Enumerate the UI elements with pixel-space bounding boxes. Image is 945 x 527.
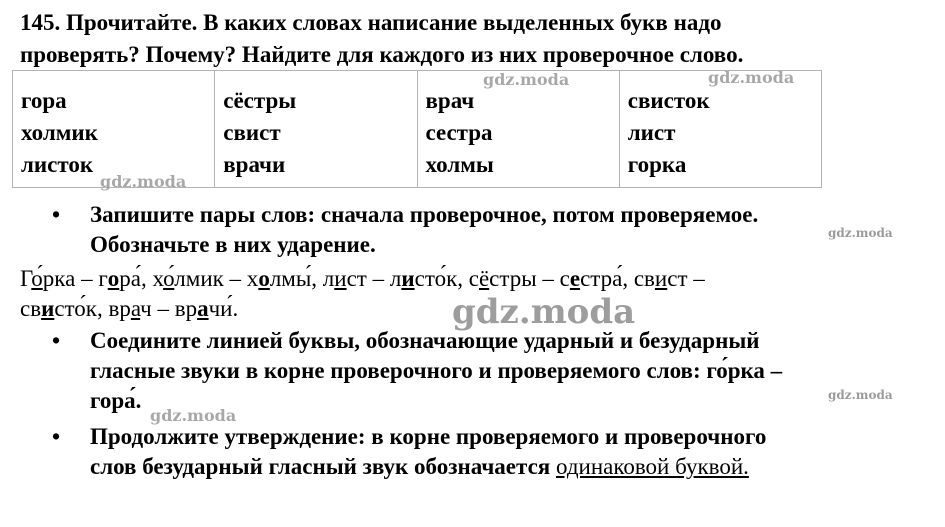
word-cell: свист [223,120,281,145]
word-cell: листок [21,152,94,177]
answer-text: Г [20,266,32,291]
answer-text: сто́к, вр [54,296,131,321]
checked-vowel: о [258,266,270,291]
stressed-vowel: и [654,266,668,291]
task-2-text: Соедините линией буквы, обозначающие ударный и безударный [90,328,760,353]
watermark: gdz.moda [452,292,636,332]
task-2-line-2: гласные звуки в корне проверочного и проверяемого слов: го́рка – [90,358,783,383]
word-table [12,70,822,188]
watermark: gdz.moda [483,70,570,89]
word-cell: врачи [223,152,286,177]
bullet-icon: • [52,202,61,227]
checked-vowel: о [107,266,120,291]
word-column-2 [215,71,417,188]
task-3-statement: слов безударный гласный звук обозначается [90,454,556,479]
answer-line-1 [20,264,705,294]
word-cell: сестра [425,120,493,145]
answer-text: ра́, х [119,266,164,291]
answer-text: рка – г [42,266,108,291]
answer-text: ст – [667,266,705,291]
answer-text: сто́к, с [414,266,479,291]
watermark: gdz.moda [828,226,893,240]
watermark: gdz.moda [708,68,795,87]
answer-line-2 [20,294,238,324]
answer-text: стры – с [489,266,570,291]
word-column-4 [619,71,821,188]
word-table-row [13,71,822,188]
task-3-answer: одинаковой буквой. [555,454,749,479]
word-cell: лист [627,120,676,145]
task-1-line-2: Обозначьте в них ударение. [90,232,376,257]
exercise-heading-line-2: проверять? Почему? Найдите для каждого из них проверочное слово. [20,42,744,67]
word-cell: врач [425,88,475,113]
watermark: gdz.moda [150,406,237,425]
word-cell: сёстры [223,88,297,113]
task-1-line-1 [52,200,758,230]
watermark: gdz.moda [828,388,893,402]
word-cell: гора [21,88,67,113]
task-3-line-2 [90,452,749,482]
checked-vowel: е [569,266,581,291]
answer-text: св [20,296,42,321]
task-3-line-1 [52,422,766,452]
answer-text: лмы́, л [269,266,335,291]
word-cell: холмик [21,120,98,145]
stressed-vowel: а [130,296,141,321]
checked-vowel: и [401,266,415,291]
exercise-heading-line-1: 145. Прочитайте. В каких словах написание выделенных букв надо [20,10,722,35]
task-2-line-1 [52,326,760,356]
bullet-icon: • [52,424,61,449]
checked-vowel: и [41,296,55,321]
stressed-vowel: и [334,266,347,291]
task-3-text: Продолжите утверждение: в корне проверяемого и проверочного [90,424,767,449]
word-column-1 [13,71,215,188]
answer-text: лмик – х [174,266,259,291]
word-cell: свисток [627,88,710,113]
task-1-text: Запишите пары слов: сначала проверочное, потом проверяемое. [90,202,759,227]
answer-text: ч – вр [140,296,198,321]
word-cell: холмы [425,152,494,177]
stressed-vowel: ё [478,266,490,291]
bullet-icon: • [52,328,61,353]
task-2-line-3: гора́. [90,388,142,413]
stressed-vowel: о́ [163,266,175,291]
answer-text: стра́, св [580,266,655,291]
stressed-vowel: о́ [31,266,43,291]
checked-vowel: а [197,296,209,321]
word-cell: горка [627,152,687,177]
answer-text: ст – л [346,266,402,291]
watermark: gdz.moda [100,172,187,191]
answer-text: чи́. [208,296,239,321]
